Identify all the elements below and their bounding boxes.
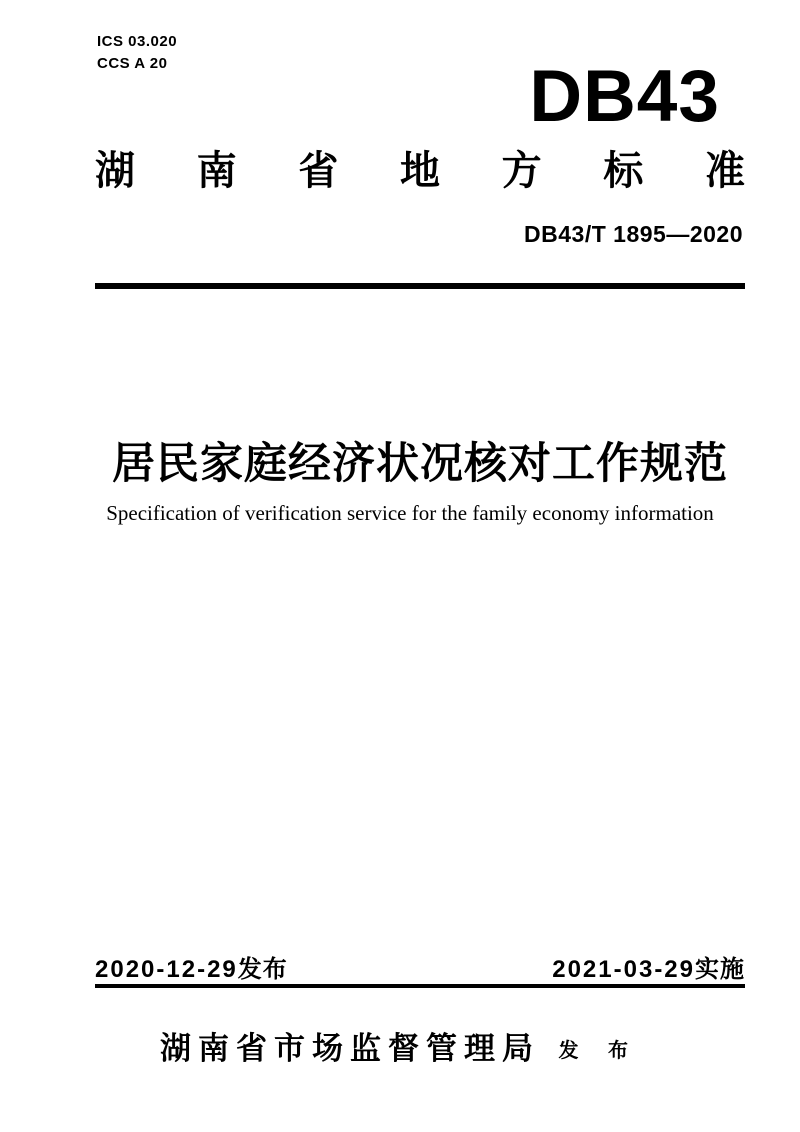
issue-label: 发布 (237, 956, 288, 983)
db43-logo: DB43 (529, 56, 720, 137)
classification-codes (97, 31, 177, 75)
issue-date: 2020-12-29 (95, 956, 238, 983)
publisher-row (0, 1023, 800, 1068)
implementation-label: 实施 (695, 956, 745, 983)
publisher-name: 湖南省市场监督管理局 (159, 1031, 540, 1066)
document-title-chinese: 居民家庭经济状况核对工作规范 (112, 440, 728, 488)
implementation-date-group (552, 949, 745, 984)
top-divider (95, 283, 745, 289)
document-title-english: Specification of verification service for the family economy information (106, 501, 714, 525)
bottom-divider (95, 984, 745, 988)
standard-type-title: 湖南省地方标准 (95, 149, 745, 193)
implementation-date: 2021-03-29 (552, 956, 695, 983)
issue-date-group (95, 949, 288, 984)
ccs-code: CCS A 20 (97, 55, 168, 72)
dates-row (95, 949, 745, 984)
standard-number: DB43/T 1895—2020 (524, 221, 743, 247)
ics-code: ICS 03.020 (97, 33, 178, 50)
publish-label: 发 布 (558, 1040, 640, 1062)
